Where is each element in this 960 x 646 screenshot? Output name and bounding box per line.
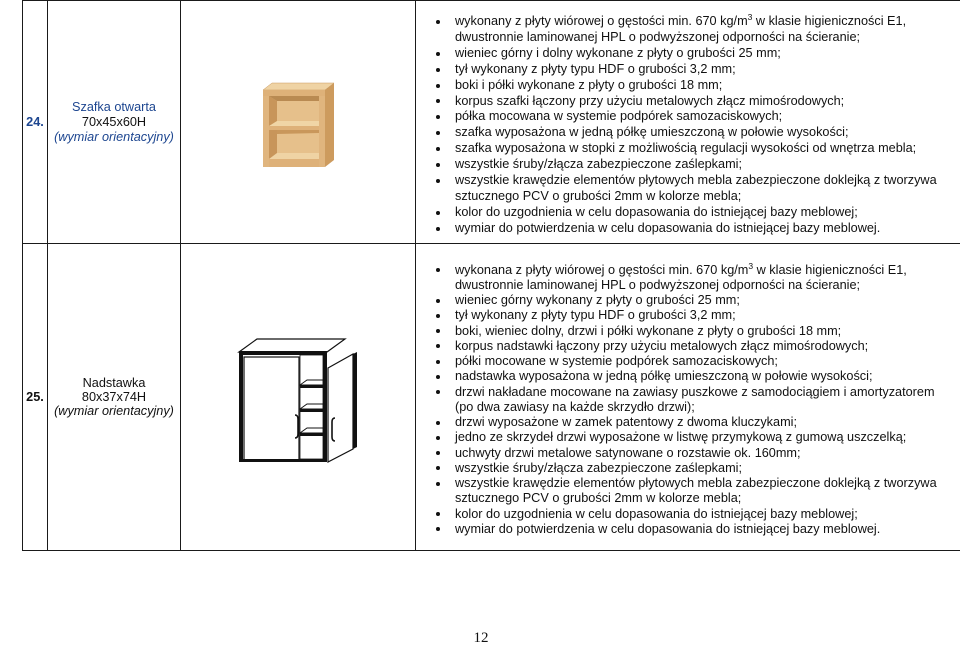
cabinet-bottom-edge [239,459,327,462]
bullet-icon [436,299,440,303]
cabinet-top-front-edge [239,351,327,355]
spec-item [416,461,960,476]
spec-item [416,205,960,221]
spec-item [416,263,960,294]
spec-line: wieniec górny wykonany z płyty o grubości 25 mm; [455,293,740,307]
bullet-icon [436,375,440,379]
cabinet-top-surface [263,83,334,90]
spec-line: korpus nadstawki łączony przy użyciu metalowych złącz mimośrodowych; [455,338,869,353]
spec-item [416,141,960,157]
bullet-icon [436,147,440,151]
spec-line: tył wykonany z płyty typu HDF o grubości 3,2 mm; [455,308,736,323]
spec-line: kolor do uzgodnienia w celu dopasowania do istniejącej bazy meblowej; [455,204,858,219]
bullet-icon [436,179,440,183]
bullet-icon [436,314,440,318]
cabinet-bottom-surface [269,153,319,159]
spec-item [416,293,960,308]
bullet-icon [436,512,440,516]
cabinet-top-front-edge [263,90,325,96]
spec-item [416,62,960,78]
item-dimension-note: (wymiar orientacyjny) [54,403,174,418]
spec-line: półki mocowane w systemie podpórek samozaciskowych; [455,354,778,368]
spec-line: boki, wieniec dolny, drzwi i półki wykonane z płyty o grubości 18 mm; [455,323,842,338]
spec-line: drzwi nakładane mocowane na zawiasy puszkowe z samodociągiem i amortyzatorem [455,384,935,399]
spec-item [416,507,960,522]
spec-line [455,14,960,30]
spec-line: wymiar do potwierdzenia w celu dopasowania do istniejącej bazy meblowej. [455,521,881,536]
spec-line: półka mocowana w systemie podpórek samozaciskowych; [455,109,783,124]
spec-line: wszystkie krawędzie elementów płytowych mebla zabezpieczone doklejką z tworzywa [455,173,937,188]
bullet-icon [436,84,440,88]
spec-line: kolor do uzgodnienia w celu dopasowania do istniejącej bazy meblowej; [455,506,858,521]
open-door-edge [353,352,357,449]
spec-item [416,415,960,430]
cabinet-open-right-door [328,354,353,462]
spec-line: tył wykonany z płyty typu HDF o grubości 3,2 mm; [455,61,736,76]
spec-line: wszystkie krawędzie elementów płytowych mebla zabezpieczone doklejką z tworzywa [455,476,937,490]
bullet-icon [436,68,440,72]
item-dimension-note: (wymiar orientacyjny) [54,130,174,144]
table-border-top [22,0,960,1]
spec-item [416,369,960,384]
spec-line: boki i półki wykonane z płyty o grubości 18 mm; [455,77,723,92]
bullet-icon [436,52,440,56]
cabinet-right-front-edge [323,351,327,462]
item-description-cell [416,14,960,237]
item-dimensions: 80x37x74H [81,389,147,404]
bullet-icon [436,482,440,486]
spec-item [416,354,960,369]
open-cabinet-illustration [180,0,415,243]
spec-line: szafka wyposażona w jedną półkę umieszczoną w połowie wysokości; [455,125,849,140]
bullet-icon [436,466,440,470]
bullet-icon [436,20,440,24]
spec-item [416,522,960,537]
spec-line: uchwyty drzwi metalowe satynowane o rozstawie ok. 160mm; [455,445,801,460]
bullet-icon [436,421,440,425]
item-name-cell [48,376,180,418]
wall-cabinet-illustration [180,243,415,550]
page-number: 12 [473,630,489,646]
spec-line: korpus szafki łączony przy użyciu metalowych złącz mimośrodowych; [455,93,845,108]
specification-list [416,14,960,237]
spec-line: wymiar do potwierdzenia w celu dopasowania do istniejącej bazy meblowej. [455,220,881,235]
spec-item [416,173,960,205]
spec-item [416,157,960,173]
spec-line: wszystkie śruby/złącza zabezpieczone zaślepkami; [455,460,742,475]
bullet-icon [436,360,440,364]
cabinet-bottom-front-edge [269,159,319,167]
bullet-icon [436,131,440,135]
superscript-exponent: 3 [748,262,754,271]
table-border-number-column [47,0,48,551]
item-title: Szafka otwarta [72,100,156,114]
bullet-icon [436,390,440,394]
cabinet-left-door [244,357,299,460]
superscript-exponent: 3 [747,14,753,22]
spec-item [416,46,960,62]
bullet-icon [436,451,440,455]
bullet-icon [436,211,440,215]
bullet-icon [436,227,440,231]
bullet-icon [436,163,440,167]
spec-line [455,263,960,278]
cabinet-top-surface [239,339,345,352]
cabinet-shelf-top [269,121,319,126]
spec-item [416,94,960,110]
spec-item [416,324,960,339]
cabinet-right-side-panel [325,83,334,167]
spec-text: wykonany z płyty wiórowej o gęstości min. 670 kg/m [455,14,748,28]
specification-list [416,263,960,538]
table-border-bottom [22,550,960,551]
row-number: 24. [26,114,44,129]
spec-line: sztucznego PCV o grubości 2mm w kolorze mebla; [455,188,742,203]
spec-item [416,446,960,461]
spec-item [416,308,960,323]
spec-item [416,221,960,237]
cabinet-shelf-edge [300,433,323,436]
item-name-cell [48,100,180,145]
bullet-icon [436,527,440,531]
cabinet-shelf-front-edge [269,126,319,130]
spec-item [416,125,960,141]
spec-item [416,385,960,416]
spec-line: szafka wyposażona w stopki z możliwością regulacji wysokości od wnętrza mebla; [455,141,917,156]
spec-line: sztucznego PCV o grubości 2mm w kolorze mebla; [455,491,742,506]
spec-line: drzwi wyposażone w zamek patentowy z dwoma kluczykami; [455,415,797,429]
cabinet-shelf-edge [300,409,323,412]
cabinet-left-front-edge [263,96,269,167]
spec-item [416,430,960,445]
spec-item [416,14,960,46]
table-border-left [22,0,23,551]
cabinet-shelf-edge [300,385,323,388]
cabinet-right-front-edge [319,96,325,167]
item-title: Nadstawka [82,375,146,390]
spec-line: wieniec górny i dolny wykonane z płyty o grubości 25 mm; [455,45,781,60]
spec-item [416,109,960,125]
bullet-icon [436,344,440,348]
spec-text: wykonana z płyty wiórowej o gęstości min. 670 kg/m [455,262,749,277]
spec-item [416,78,960,94]
bullet-icon [436,436,440,440]
bullet-icon [436,99,440,103]
item-description-cell [416,263,960,538]
bullet-icon [436,115,440,119]
cabinet-inner-top-shadow [269,96,319,101]
spec-item [416,339,960,354]
bullet-icon [436,268,440,272]
spec-line: jedno ze skrzydeł drzwi wyposażone w listwę przymykową z gumową uszczelką; [455,430,907,445]
item-dimensions: 70x45x60H [81,115,147,129]
spec-item [416,476,960,507]
spec-line: dwustronnie laminowanej HPL o podwyższonej odporności na ścieranie; [455,29,861,44]
bullet-icon [436,329,440,333]
row-number: 25. [26,389,44,404]
spec-line: nadstawka wyposażona w jedną półkę umieszczoną w połowie wysokości; [455,369,873,384]
spec-text: w klasie higieniczności E1, [753,262,907,277]
spec-line: dwustronnie laminowanej HPL o podwyższonej odporności na ścieranie; [455,277,861,292]
spec-text: w klasie higieniczności E1, [752,14,907,28]
cabinet-left-side-edge [239,351,243,462]
spec-line: wszystkie śruby/złącza zabezpieczone zaślepkami; [455,157,742,172]
table-border-row-separator [22,243,960,244]
spec-line: (po dwa zawiasy na każde skrzydło drzwi); [455,399,695,414]
